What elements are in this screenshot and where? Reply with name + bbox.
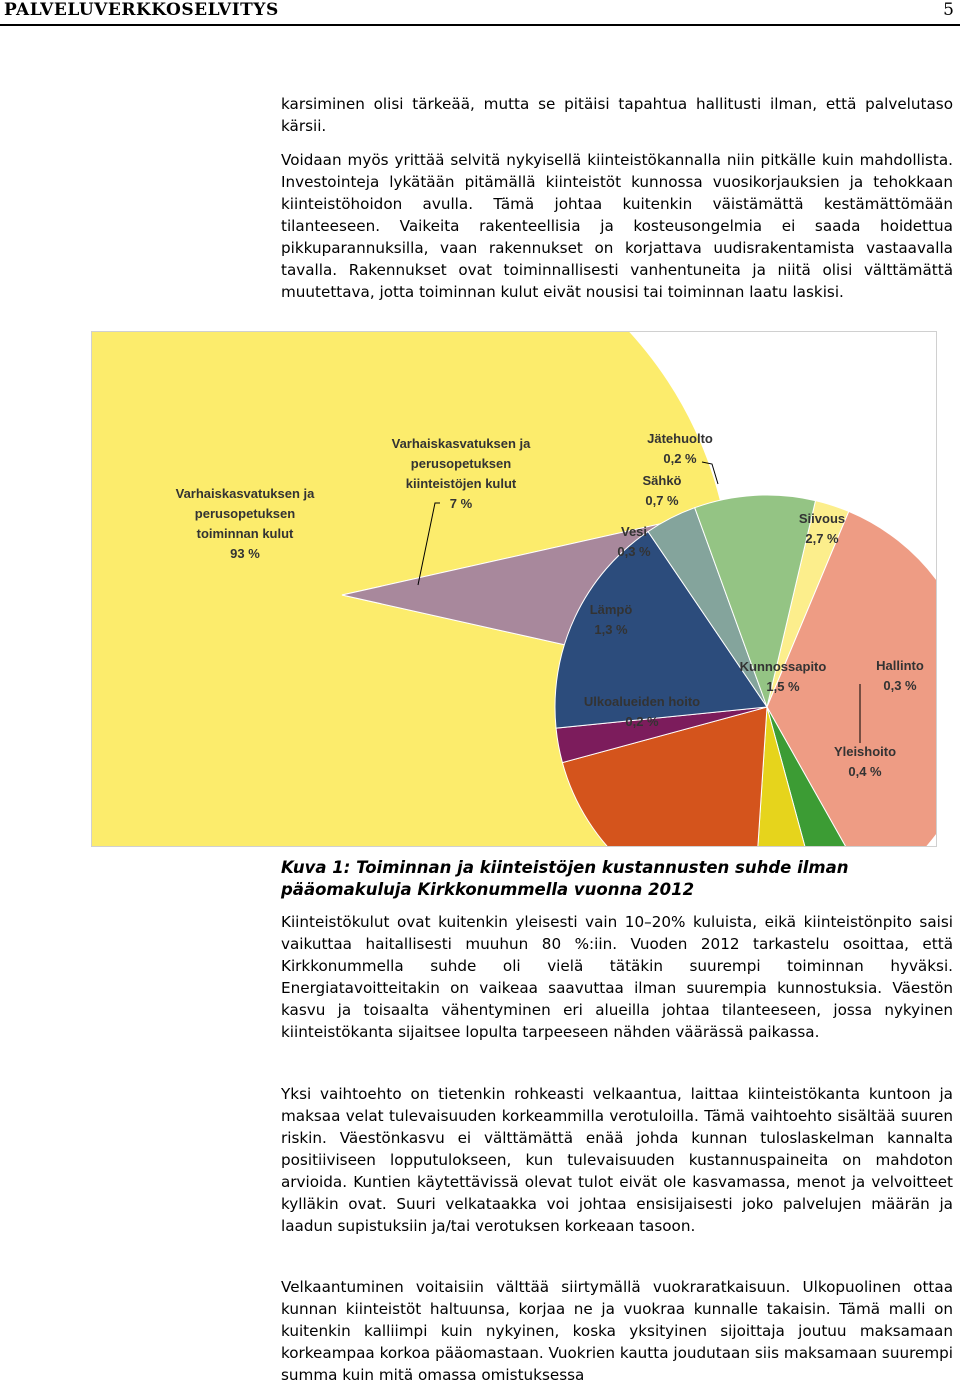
label-kunnossapito: Kunnossapito 1,5 % <box>739 659 827 694</box>
label-hallinto: Hallinto 0,3 % <box>876 658 924 693</box>
label-siivous: Siivous 2,7 % <box>798 511 846 546</box>
label-kiinteistojen-kulut: Varhaiskasvatuksen ja perusopetuksen kiinteistöjen kulut 7 % <box>391 436 531 511</box>
figure-caption: Kuva 1: Toiminnan ja kiinteistöjen kustannusten suhde ilman pääomakuluja Kirkkonummella vuonna 2012 <box>281 858 849 899</box>
paragraph-2: Voidaan myös yrittää selvitä nykyisellä kiinteistökannalla niin pitkälle kuin mahdollista. Investointeja lykätään pitämällä kiinteistöt kunnossa vuosikorjauksien ja tehokkaan kiinteistöhoidon avulla. Tämä johtaa kuitenkin väistämättä kestämättömään tilanteeseen. Vaikeita rakenteellisia ja kosteusongelmia ei saada hoidettua pikkuparannuksilla, vaan rakennukset on korjattava uudisrakentamista vastaavalla tavalla. Rakennukset ovat toiminnallisesti vanhentuneita ja niitä olisi välttämättä muutettava, jotta toiminnan kulut eivät nousisi tai toiminnan laatu laskisi. <box>281 151 953 301</box>
label-vesi: Vesi 0,3 % <box>617 524 651 559</box>
paragraph-2-block <box>281 149 953 303</box>
label-jatehuolto: Jätehuolto 0,2 % <box>647 431 713 466</box>
document-title: PALVELUVERKKOSELVITYS <box>4 0 279 20</box>
page-number: 5 <box>943 0 954 20</box>
paragraph-5: Velkaantuminen voitaisiin välttää siirtymällä vuokraratkaisuun. Ulkopuolinen ottaa kunnan kiinteistöt haltuunsa, korjaa ne ja vuokraa kunnalle takaisin. Tämä malli on kuitenkin kalliimpi kuin nykyinen, koska yksityinen sijoittaja joutuu maksamaan korkeampaa korkoa pääomastaan. Vuokrien kautta joudutaan siis maksamaan suurempi summa kuin mitä omassa omistuksessa <box>281 1278 953 1384</box>
label-sahko: Sähkö 0,7 % <box>642 473 682 508</box>
page-header <box>0 0 960 26</box>
paragraph-4-block <box>281 1083 953 1237</box>
paragraph-1-block <box>281 93 953 137</box>
paragraph-4: Yksi vaihtoehto on tietenkin rohkeasti velkaantua, laittaa kiinteistökanta kuntoon ja maksaa velat tulevaisuuden korkeammilla verotuloilla. Tämä vaihtoehto sisältää suuren riskin. Väestönkasvu ei välttämättä enää johda kunnan tuloslaskelman kannalta positiiviseen lopputulokseen, kun tulevaisuuden kustannuspaineita on mahdoton arvioida. Kuntien käytettävissä olevat tulot eivät ole kasvamassa, menot ja velvoitteet kylläkin ovat. Suuri velkataakka voi johtaa ensisijaisesti joko palvelujen määrän ja laadun supistuksiin ja/tai verotuksen korkeaan tasoon. <box>281 1085 953 1235</box>
label-yleishoito: Yleishoito 0,4 % <box>833 744 897 779</box>
paragraph-1: karsiminen olisi tärkeää, mutta se pitäisi tapahtua hallitusti ilman, että palvelutaso kärsii. <box>281 95 953 135</box>
label-toiminnan-kulut: Varhaiskasvatuksen ja perusopetuksen toiminnan kulut 93 % <box>175 486 315 561</box>
pie-of-pie-chart <box>92 332 936 846</box>
paragraph-3: Kiinteistökulut ovat kuitenkin yleisesti vain 10–20% kuluista, eikä kiinteistönpito saisi vaikuttaa haitallisesti muuhun 80 %:iin. Vuoden 2012 tarkastelu osoittaa, että Kirkkonummella suhde oli vielä tätäkin suurempi toiminnan hyväksi. Energiatavoitteitakin on vaikeaa saavuttaa ilman suurempia kunnostuksia. Väestön kasvu ja toisaalta vähentyminen eri alueilla johtaa tilanteeseen, jossa nykyinen kiinteistökanta sijaitsee lopulta tarpeeseen nähden väärässä paikassa. <box>281 913 953 1041</box>
figure-frame <box>91 331 937 847</box>
label-lampo: Lämpö 1,3 % <box>589 602 633 637</box>
paragraph-3-block <box>281 911 953 1043</box>
label-ulkoalueiden-hoito: Ulkoalueiden hoito 0,2 % <box>583 694 701 729</box>
paragraph-5-block <box>281 1276 953 1386</box>
